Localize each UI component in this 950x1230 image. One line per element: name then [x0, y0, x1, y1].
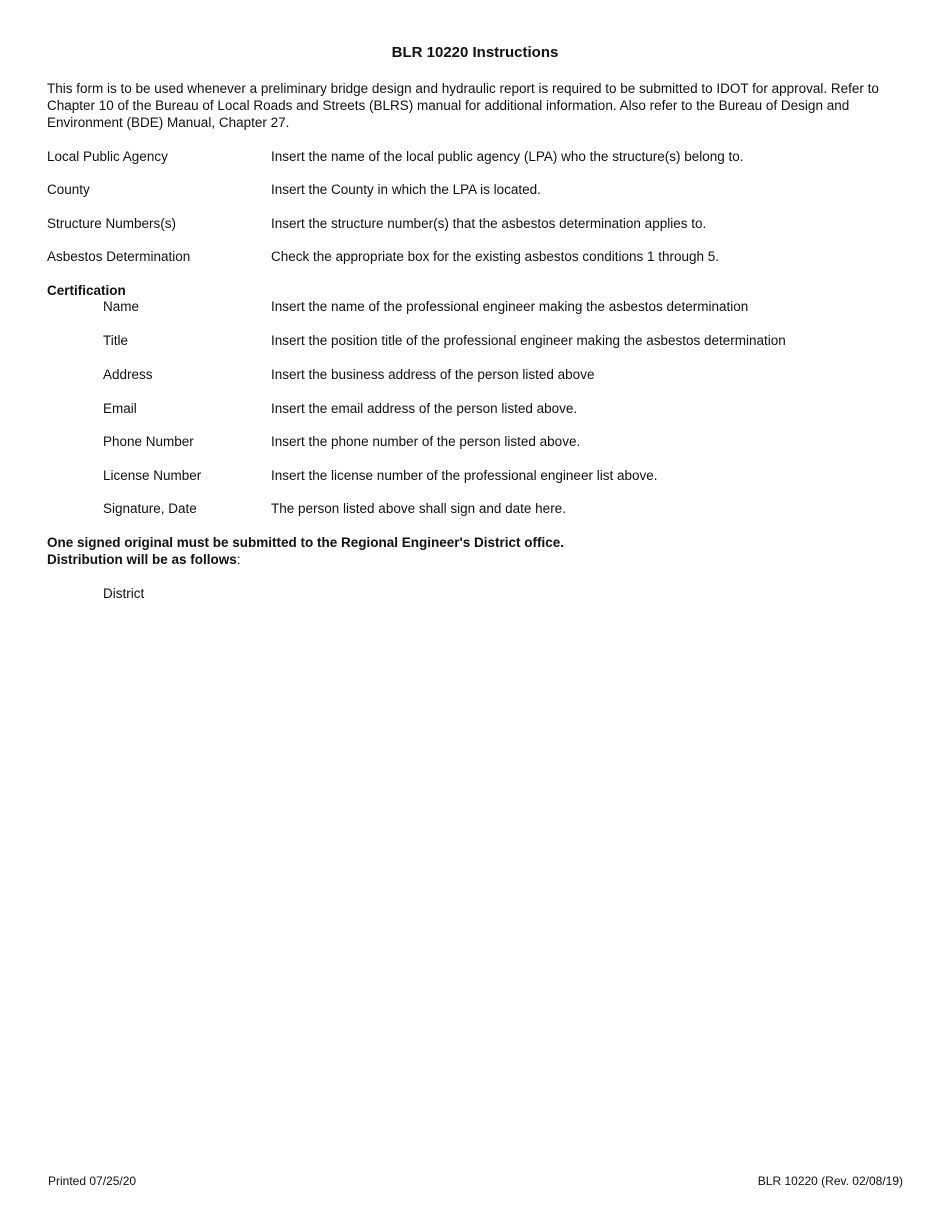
cert-desc-phone-number: Insert the phone number of the person listed above.: [271, 434, 581, 449]
form-revision: BLR 10220 (Rev. 02/08/19): [757, 1174, 903, 1188]
cert-label-title: Title: [103, 333, 129, 348]
field-label-local-public-agency: Local Public Agency: [47, 149, 168, 164]
certification-heading: Certification: [47, 283, 126, 298]
cert-label-email: Email: [103, 401, 137, 416]
cert-desc-name: Insert the name of the professional engineer making the asbestos determination: [271, 299, 749, 314]
submission-instruction: One signed original must be submitted to the Regional Engineer's District office.: [47, 535, 565, 550]
page-title: BLR 10220 Instructions: [391, 44, 559, 61]
field-desc-asbestos-determination: Check the appropriate box for the existing asbestos conditions 1 through 5.: [271, 249, 720, 264]
field-label-structure-numbers: Structure Numbers(s): [47, 216, 177, 231]
field-label-asbestos-determination: Asbestos Determination: [47, 249, 191, 264]
cert-desc-email: Insert the email address of the person listed above.: [271, 401, 578, 416]
distribution-line: [47, 551, 241, 568]
distribution-district: District: [103, 586, 145, 601]
cert-label-phone-number: Phone Number: [103, 434, 194, 449]
cert-label-address: Address: [103, 367, 153, 382]
field-desc-structure-numbers: Insert the structure number(s) that the asbestos determination applies to.: [271, 216, 707, 231]
field-desc-county: Insert the County in which the LPA is located.: [271, 182, 541, 197]
field-desc-local-public-agency: Insert the name of the local public agency (LPA) who the structure(s) belong to.: [271, 149, 744, 164]
printed-date: Printed 07/25/20: [48, 1174, 137, 1188]
cert-desc-license-number: Insert the license number of the professional engineer list above.: [271, 468, 658, 483]
distribution-colon: :: [236, 552, 241, 567]
cert-desc-signature-date: The person listed above shall sign and date here.: [271, 501, 566, 516]
cert-label-name: Name: [103, 299, 140, 314]
cert-desc-address: Insert the business address of the person listed above: [271, 367, 595, 382]
cert-label-signature-date: Signature, Date: [103, 501, 197, 516]
cert-desc-title: Insert the position title of the professional engineer making the asbestos determination: [271, 333, 786, 348]
distribution-heading: Distribution will be as follows: [47, 552, 237, 567]
intro-paragraph: This form is to be used whenever a preliminary bridge design and hydraulic report is required to be submitted to IDOT for approval. Refer to Chapter 10 of the Bureau of Local Roads and Streets (BLRS) manual for additional information. Also refer to the Bureau of Design and Environment (BDE) Manual, Chapter 27.: [47, 81, 879, 130]
cert-label-license-number: License Number: [103, 468, 202, 483]
field-label-county: County: [47, 182, 90, 197]
